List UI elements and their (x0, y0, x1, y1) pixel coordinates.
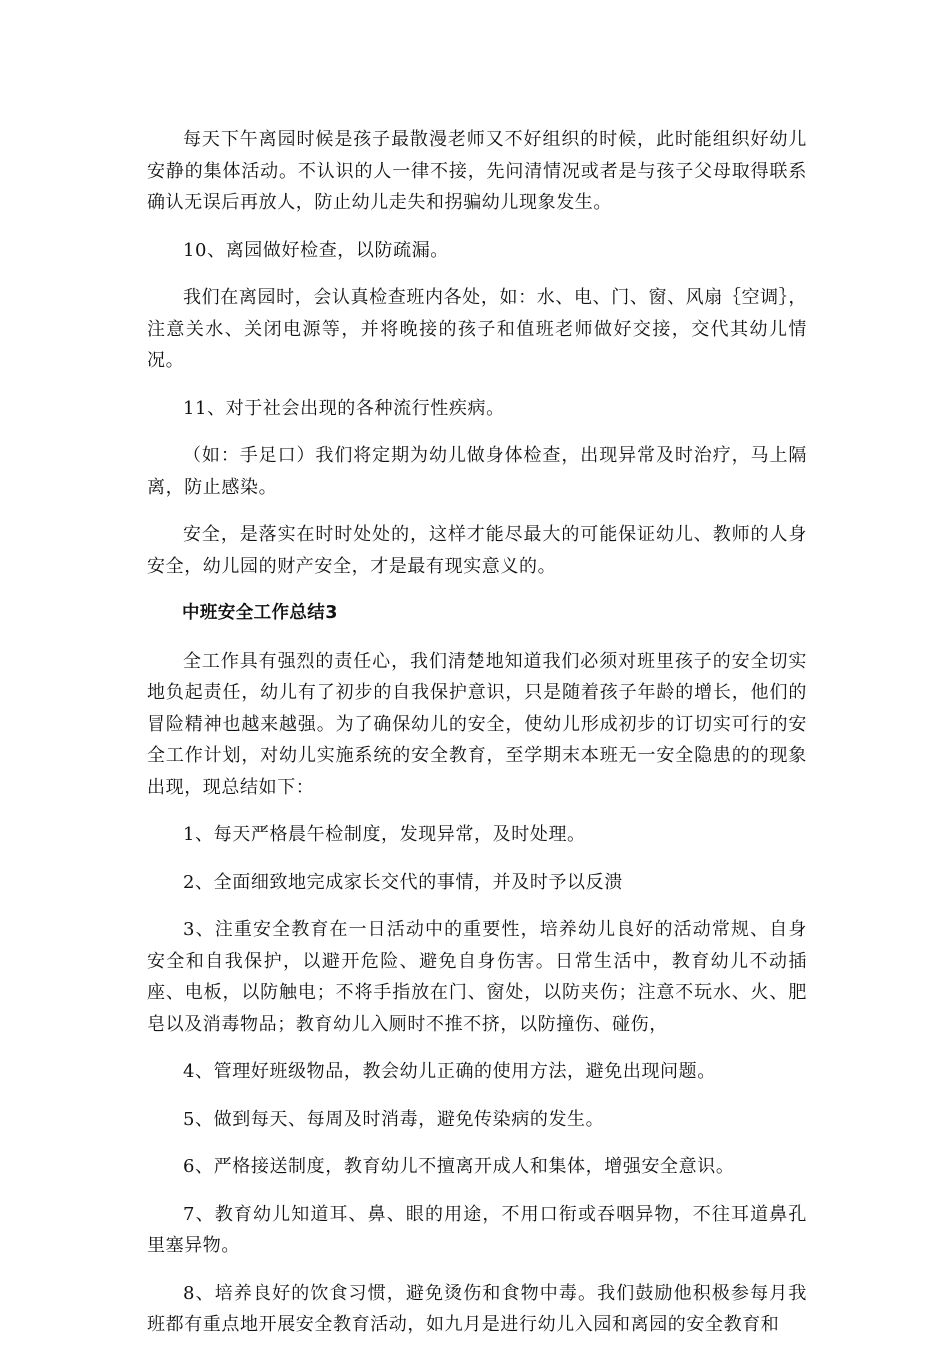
paragraph: 3、注重安全教育在一日活动中的重要性，培养幼儿良好的活动常规、自身安全和自我保护，以避开危险、避免自身伤害。日常生活中，教育幼儿不动插座、电板，以防触电；不将手指放在门、窗处，以防夹伤；注意不玩水、火、肥皂以及消毒物品；教育幼儿入厕时不推不挤，以防撞伤、碰伤， (147, 919, 807, 1035)
paragraph: 6、严格接送制度，教育幼儿不擅离开成人和集体，增强安全意识。 (183, 1156, 735, 1177)
paragraph: 7、教育幼儿知道耳、鼻、眼的用途，不用口衔或吞咽异物，不往耳道鼻孔里塞异物。 (147, 1203, 807, 1256)
document-body (147, 124, 807, 1357)
paragraph: 安全，是落实在时时处处的，这样才能尽最大的可能保证幼儿、教师的人身安全，幼儿园的财产安全，才是最有现实意义的。 (147, 524, 807, 577)
paragraph: 每天下午离园时候是孩子最散漫老师又不好组织的时候，此时能组织好幼儿安静的集体活动。不认识的人一律不接，先问清情况或者是与孩子父母取得联系确认无误后再放人，防止幼儿走失和拐骗幼儿现象发生。 (147, 129, 807, 213)
paragraph: 全工作具有强烈的责任心，我们清楚地知道我们必须对班里孩子的安全切实地负起责任，幼儿有了初步的自我保护意识，只是随着孩子年龄的增长，他们的冒险精神也越来越强。为了确保幼儿的安全，使幼儿形成初步的订切实可行的安全工作计划，对幼儿实施系统的安全教育，至学期末本班无一安全隐患的的现象出现，现总结如下： (147, 650, 807, 798)
paragraph: 我们在离园时，会认真检查班内各处，如：水、电、门、窗、风扇｛空调｝，注意关水、关闭电源等，并将晚接的孩子和值班老师做好交接，交代其幼儿情况。 (147, 287, 807, 371)
paragraph: 2、全面细致地完成家长交代的事情，并及时予以反溃 (183, 871, 623, 893)
paragraph: 8、培养良好的饮食习惯，避免烫伤和食物中毒。我们鼓励他积极参每月我班都有重点地开展安全教育活动，如九月是进行幼儿入园和离园的安全教育和 (147, 1282, 807, 1335)
section-heading: 中班安全工作总结3 (182, 603, 338, 623)
paragraph: 10、离园做好检查，以防疏漏。 (183, 239, 449, 261)
paragraph: 4、管理好班级物品，教会幼儿正确的使用方法，避免出现问题。 (183, 1061, 716, 1082)
paragraph: 1、每天严格晨午检制度，发现异常，及时处理。 (183, 824, 586, 845)
paragraph: 11、对于社会出现的各种流行性疾病。 (183, 397, 505, 419)
paragraph: 5、做到每天、每周及时消毒，避免传染病的发生。 (183, 1108, 605, 1130)
paragraph: （如：手足口）我们将定期为幼儿做身体检查，出现异常及时治疗，马上隔离，防止感染。 (147, 445, 807, 498)
